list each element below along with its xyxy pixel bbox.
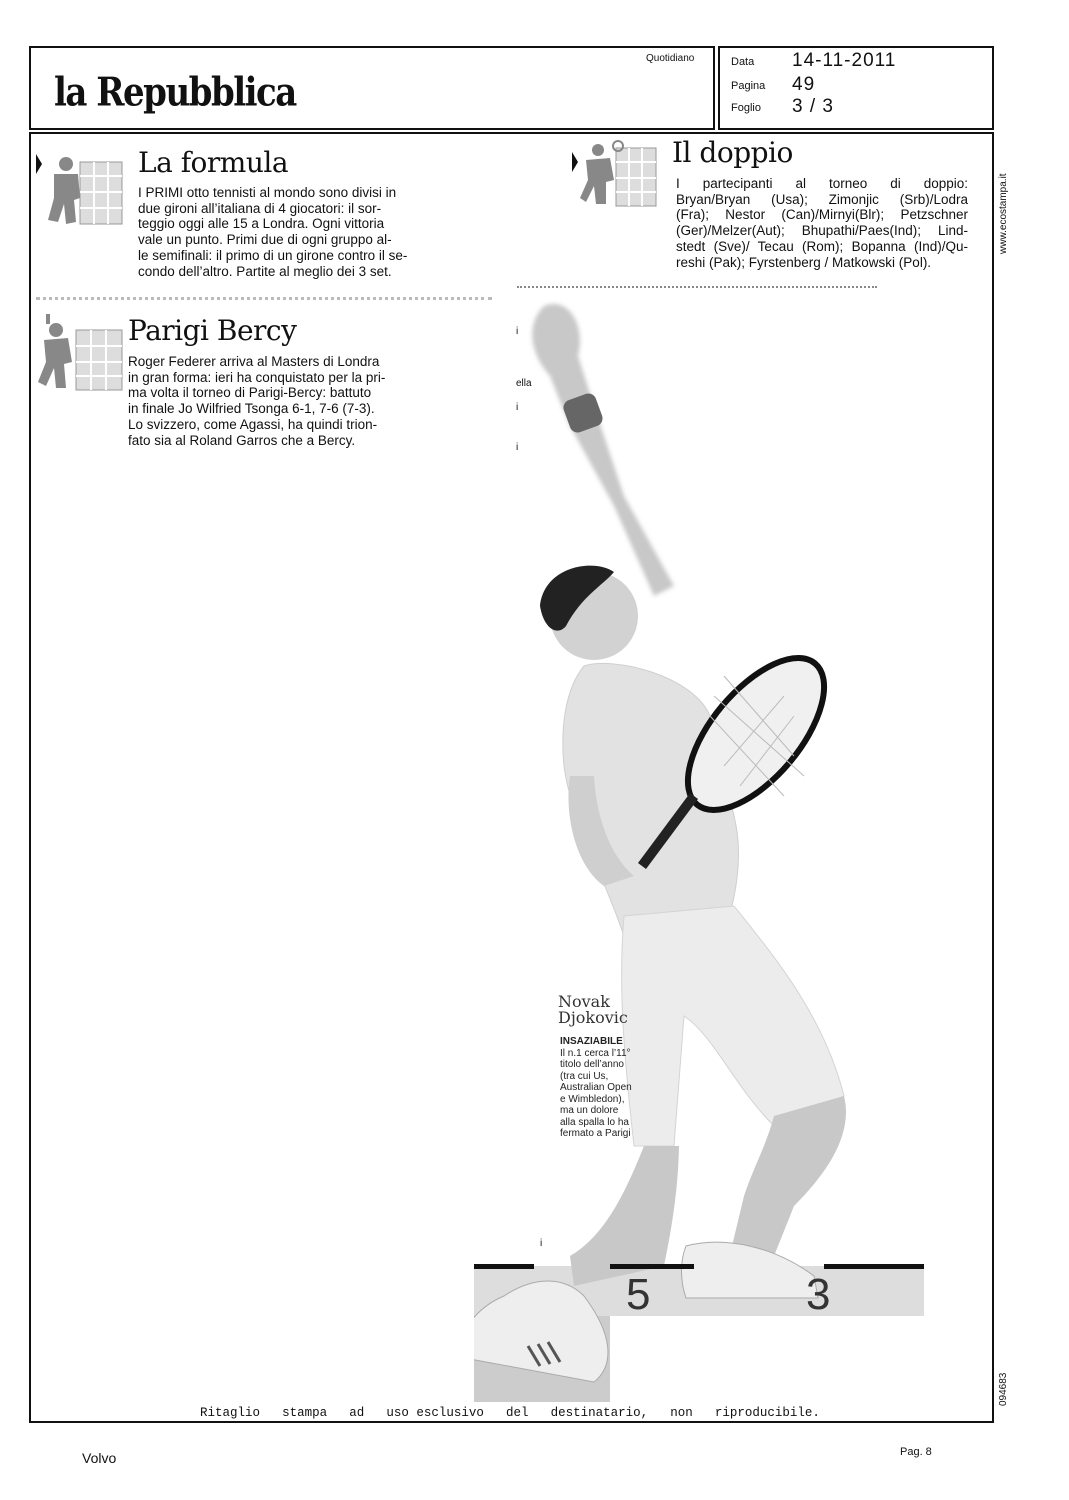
footer-notice	[200, 1406, 820, 1420]
notice-word: ad	[349, 1406, 365, 1420]
caption-name-line: Novak	[558, 992, 610, 1011]
text-line: vale un punto. Primi due di ogni gruppo al-	[138, 232, 392, 248]
caption-name	[558, 994, 628, 1026]
meta-value-pagina: 49	[792, 74, 816, 95]
masthead-logo: la Repubblica	[54, 70, 296, 116]
notice-word: del	[506, 1406, 529, 1420]
caption-line: fermato a Parigi	[560, 1128, 631, 1139]
page-number: Pag. 8	[900, 1446, 932, 1458]
tennis-player-icon	[36, 152, 126, 232]
text-line: Lo svizzero, come Agassi, ha quindi trion-	[128, 416, 378, 432]
caption-line: titolo dell’anno	[560, 1059, 624, 1070]
text-line: due gironi all’italiana di 4 giocatori: il sor-	[138, 200, 382, 216]
score-digit: 3	[806, 1270, 831, 1319]
side-website: www.ecostampa.it	[998, 173, 1009, 254]
meta-value-foglio: 3 / 3	[792, 96, 834, 117]
text-line: I PRIMI otto tennisti al mondo sono divisi in	[138, 185, 397, 200]
dotted-separator	[517, 286, 877, 288]
caption-line: alla spalla lo ha	[560, 1116, 629, 1128]
text-line: Roger Federer arriva al Masters di Londra	[128, 354, 380, 369]
meta-label-pagina: Pagina	[731, 80, 766, 92]
text-line: in finale Jo Wilfried Tsonga 6-1, 7-6 (7-3).	[128, 401, 375, 417]
caption-line: e Wimbledon),	[560, 1093, 625, 1105]
article-title-formula: La formula	[138, 146, 289, 179]
score-digit: 5	[626, 1270, 651, 1319]
text-line: I partecipanti al torneo di doppio:	[676, 176, 968, 191]
client-name: Volvo	[82, 1450, 117, 1466]
notice-word: stampa	[282, 1406, 328, 1420]
notice-word: uso esclusivo	[386, 1406, 484, 1420]
caption-line: Il n.1 cerca l’11°	[560, 1047, 631, 1059]
text-line: (Ger)/Melzer(Aut); Bhupathi/Paes(Ind); Lind-	[676, 223, 968, 239]
caption-kicker: INSAZIABILE	[560, 1036, 623, 1047]
notice-word: riproducibile.	[714, 1406, 820, 1420]
publication-type: Quotidiano	[646, 53, 695, 64]
notice-word: Ritaglio	[200, 1406, 261, 1420]
photo-fragment: i	[516, 442, 519, 453]
caption-line: ma un dolore	[560, 1105, 619, 1116]
caption-name-line: Djokovic	[558, 1008, 628, 1027]
photo-fragment: i	[516, 402, 519, 413]
meta-label-data: Data	[731, 56, 755, 68]
caption-line: (tra cui Us,	[560, 1070, 609, 1082]
article-body-formula	[138, 185, 444, 279]
text-line: in gran forma: ieri ha conquistato per la pri-	[128, 369, 386, 385]
notice-word: non	[670, 1406, 693, 1420]
photo-fragment: ella	[516, 378, 532, 389]
text-line: teggio oggi alle 15 a Londra. Ogni vittoria	[138, 216, 385, 232]
side-code: 094683	[998, 1372, 1009, 1406]
text-line: stedt (Sve)/ Tecau (Rom); Bopanna (Ind)/Qu-	[676, 238, 968, 254]
tennis-player-icon	[36, 310, 126, 392]
text-line: fato sia al Roland Garros che a Bercy.	[128, 432, 356, 448]
dotted-separator	[36, 297, 492, 300]
photo-fragment: i	[540, 1238, 543, 1249]
article-title-doppio: Il doppio	[672, 136, 793, 169]
caption-line: Australian Open	[560, 1082, 632, 1093]
notice-word: destinatario,	[550, 1406, 649, 1420]
article-body-bercy	[128, 354, 428, 448]
photo-fragment: i	[516, 326, 519, 337]
tennis-player-icon	[572, 140, 662, 212]
text-line: reshi (Pak); Fyrstenberg / Matkowski (Pol).	[676, 254, 932, 270]
caption-body	[560, 1036, 656, 1140]
text-line: condo dell’altro. Partite al meglio dei 3 set.	[138, 263, 392, 279]
meta-value-data: 14-11-2011	[792, 50, 897, 71]
text-line: ma volta il torneo di Parigi-Bercy: battuto	[128, 385, 372, 401]
text-line: (Fra); Nestor (Can)/Mirnyi(Blr); Petzschner	[676, 207, 968, 223]
article-body-doppio	[676, 176, 968, 270]
article-title-bercy: Parigi Bercy	[128, 314, 297, 347]
text-line: le semifinali: il primo di un girone contro il se-	[138, 247, 408, 263]
meta-label-foglio: Foglio	[731, 102, 761, 114]
text-line: Bryan/Bryan (Usa); Zimonjic (Srb)/Lodra	[676, 191, 968, 207]
